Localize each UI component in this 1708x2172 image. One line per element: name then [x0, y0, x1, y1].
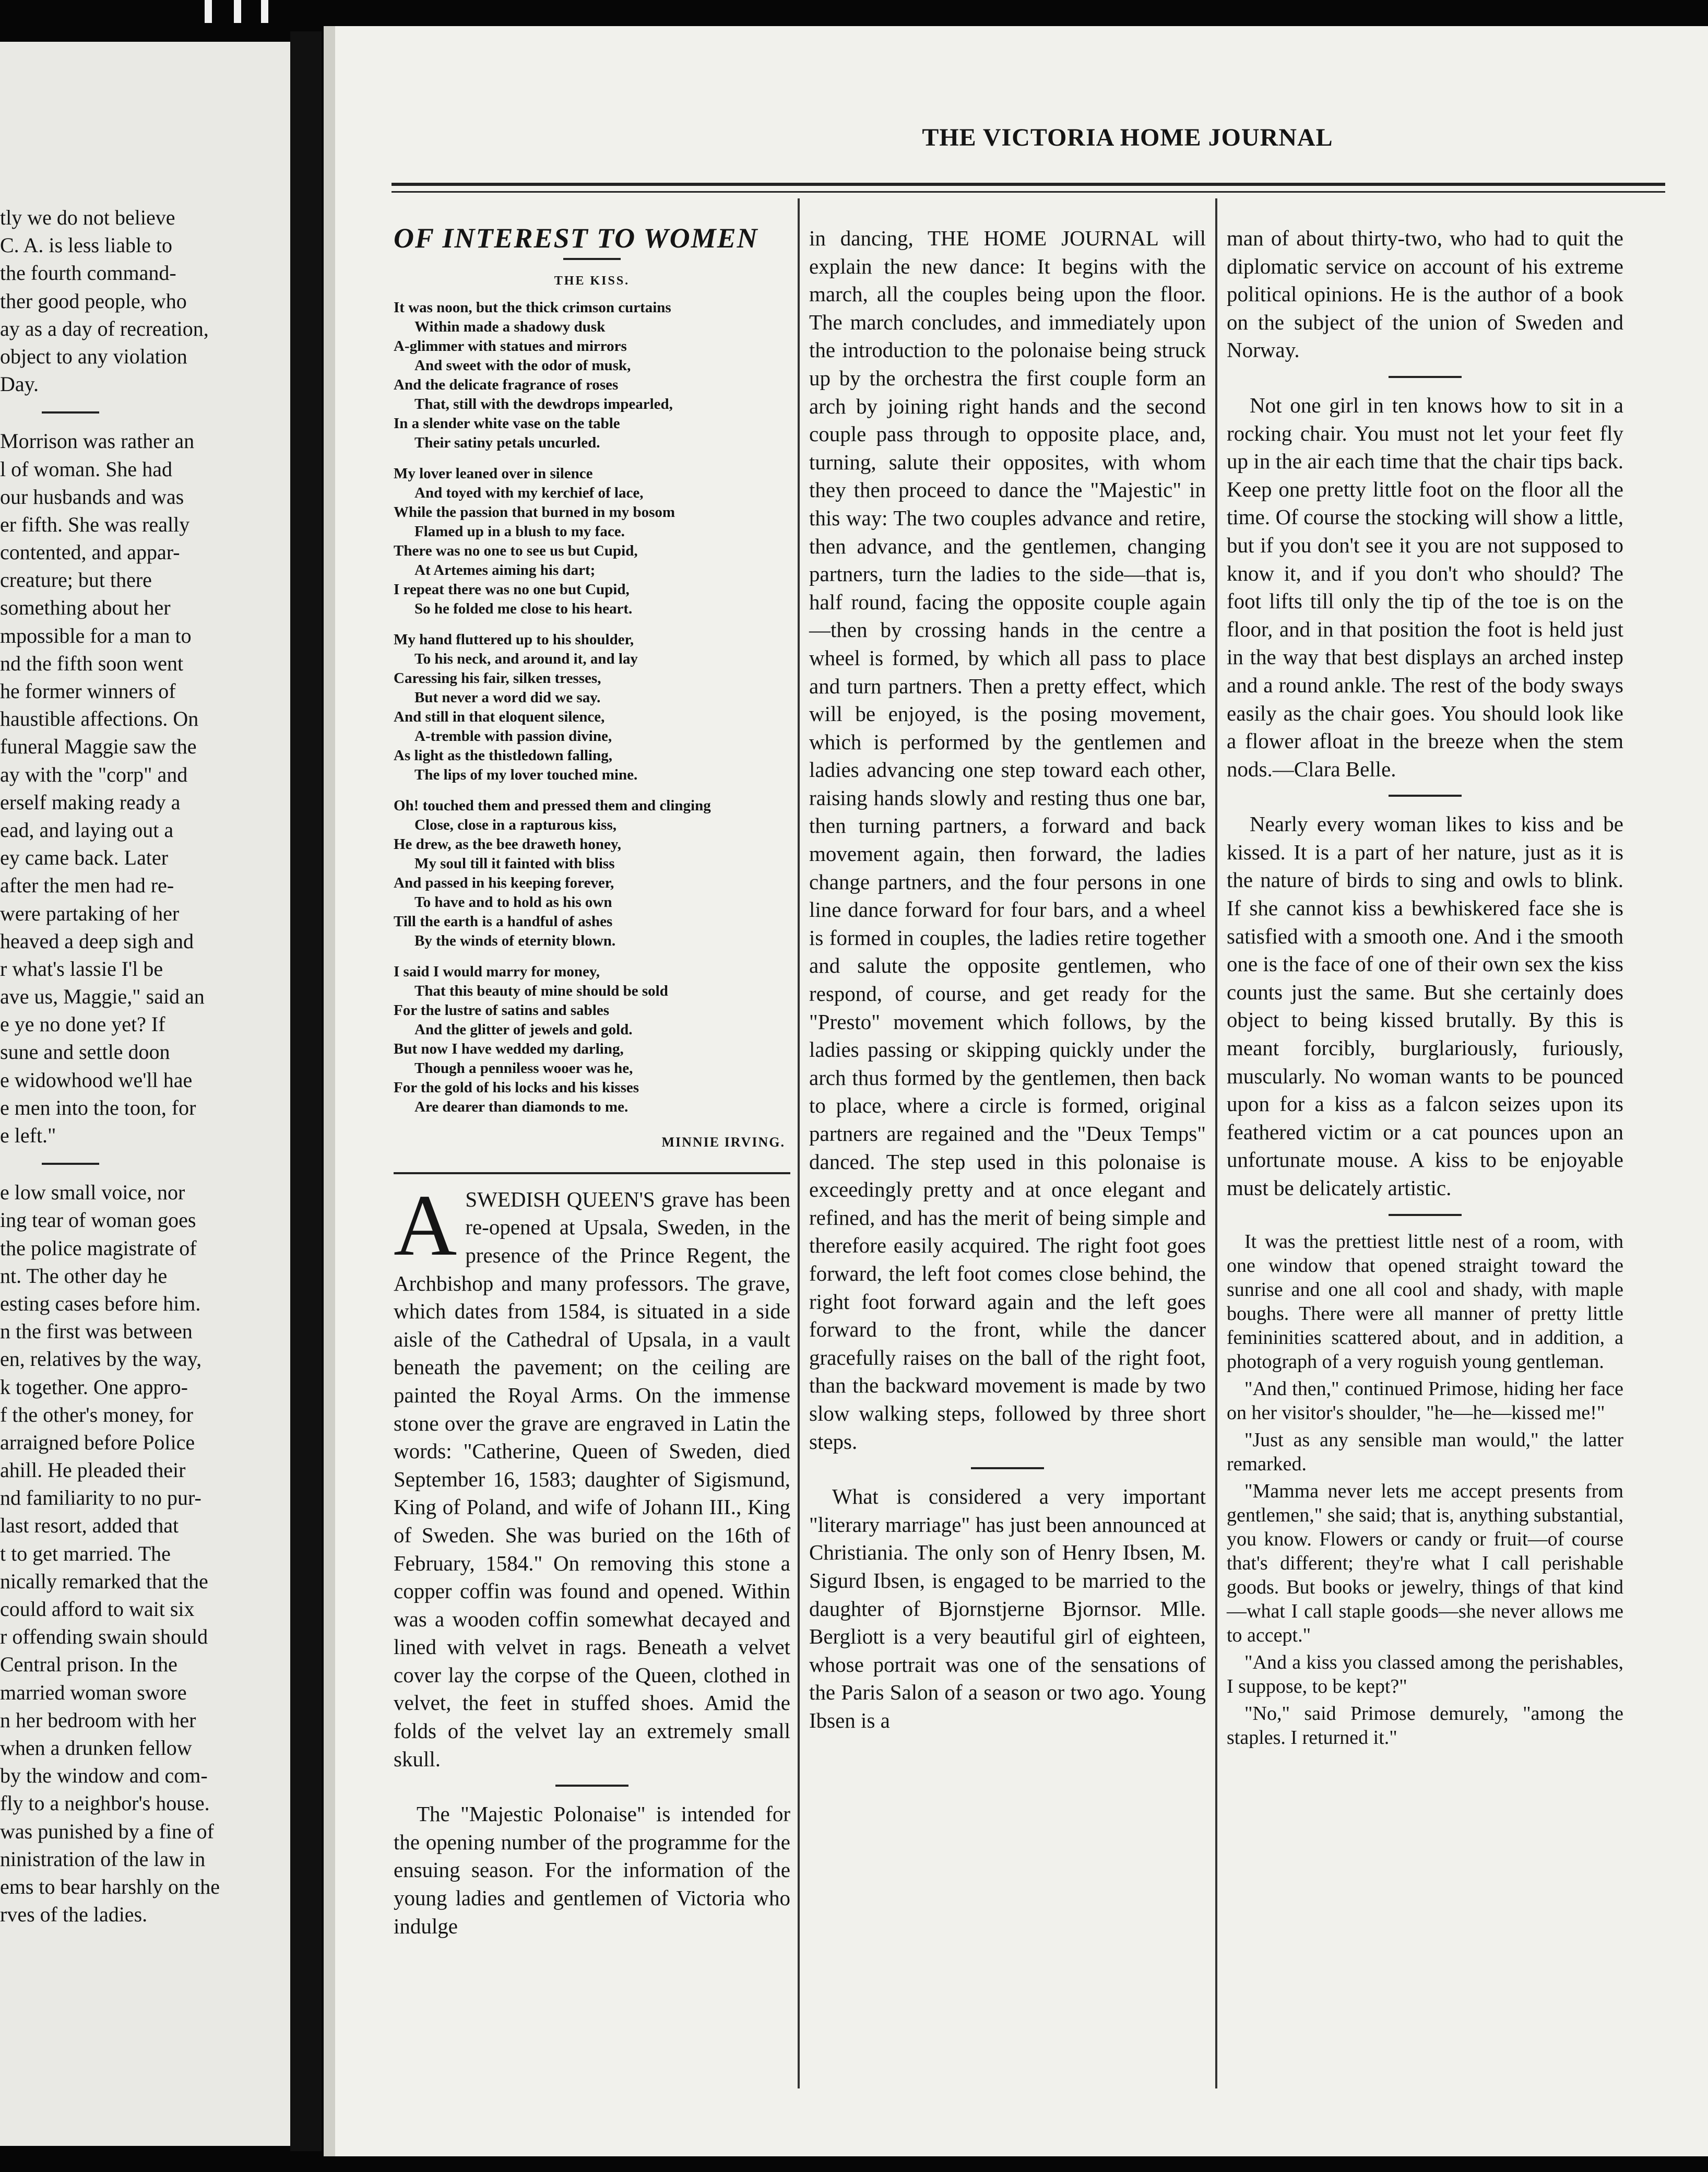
left-page-line: t to get married. The: [0, 1541, 171, 1565]
poem-line: I repeat there was no one but Cupid,: [394, 581, 630, 598]
nest-story-paragraph: "And a kiss you classed among the perishables, I suppose, to be kept?": [1227, 1651, 1623, 1697]
nest-story-paragraph: "No," said Primose demurely, "among the staples. I returned it.": [1227, 1702, 1623, 1749]
poem-line: For the gold of his locks and his kisses: [394, 1079, 639, 1096]
poem-line: To have and to hold as his own: [414, 894, 612, 911]
left-page-line: erself making ready a: [0, 790, 181, 814]
left-page-fragment: [0, 42, 290, 2146]
poem-line: By the winds of eternity blown.: [414, 932, 616, 950]
left-page-line: esting cases before him.: [0, 1291, 201, 1315]
left-page-line: ead, and laying out a: [0, 818, 174, 842]
poem-title: THE KISS.: [554, 274, 630, 288]
left-page-line: nt. The other day he: [0, 1264, 168, 1288]
poem-line: But never a word did we say.: [414, 689, 601, 706]
article-separator: [971, 1467, 1044, 1469]
poem-stanza: [394, 464, 790, 619]
left-page-line: C. A. is less liable to: [0, 233, 172, 257]
poem-line: Though a penniless wooer was he,: [414, 1060, 633, 1077]
left-page-line: ay as a day of recreation,: [0, 316, 209, 340]
column-1: [394, 222, 790, 1947]
poem-line: To his neck, and around it, and lay: [414, 651, 638, 668]
swedish-queen-text: SWEDISH QUEEN'S grave has been re-opened at Upsala, Sweden, in the presence of the Prince Regent, the Archbishop and many professors. The grave, which dates from 1584, is situated in a side aisle of the Cathedral of Upsala, in a vault beneath the pavement; on the ceiling are painted the Royal Arms. On the immense stone over the grave are engraved in Latin the words: "Catherine, Queen of Sweden, died September 16, 1583; daughter of Sigismund, King of Poland, and wife of Johann III., King of Sweden. She was buried on the 16th of February, 1584." On removing this stone a copper coffin was found and opened. Within was a wooden coffin somewhat decayed and lined with velvet in rags. Beneath a velvet cover lay the corpse of the Queen, clothed in velvet, the feet in stuffed shoes. Amid the folds of the velvet lay an extremely small skull.: [394, 1187, 790, 1771]
left-page-line: n the first was between: [0, 1319, 193, 1343]
left-page-line: nd the fifth soon went: [0, 651, 184, 675]
poem-line: So he folded me close to his heart.: [414, 600, 633, 618]
poem-line: A-glimmer with statues and mirrors: [394, 338, 627, 355]
ibsen-article: What is considered a very important "literary marriage" has just been announced at Christiania. The only son of Henry Ibsen, M. Sigurd Ibsen, is engaged to be married to the daughter of Bjornstjerne Bjornsor. Mlle. Bergliott is a very beautiful girl of eighteen, whose portrait was one of the sensations of the Paris Salon of a season or two ago. Young Ibsen is a: [809, 1484, 1206, 1732]
title-rule: [563, 258, 621, 260]
left-page-line: ave us, Maggie," said an: [0, 985, 205, 1009]
left-page-line: something about her: [0, 596, 171, 620]
poem-line: And passed in his keeping forever,: [394, 875, 614, 892]
left-page-line: sune and settle doon: [0, 1040, 170, 1064]
left-page-line: Central prison. In the: [0, 1652, 177, 1677]
ibsen-article-continued: man of about thirty-two, who had to quit the diplomatic service on account of his extreme political opinions. He is the author of a book on the subject of the union of Sweden and Norway.: [1227, 226, 1623, 362]
left-page-line: nd familiarity to no pur-: [0, 1486, 201, 1510]
poem-line: Oh! touched them and pressed them and clinging: [394, 797, 711, 814]
poem-line: For the lustre of satins and sables: [394, 1002, 610, 1019]
nest-story-paragraph: "Just as any sensible man would," the latter remarked.: [1227, 1429, 1623, 1475]
header-rule-thin: [392, 191, 1665, 193]
journal-page: [324, 26, 1708, 2156]
left-page-line: k together. One appro-: [0, 1375, 188, 1399]
poem-stanza: [394, 796, 790, 951]
left-page-line: were partaking of her: [0, 901, 180, 925]
left-page-line: married woman swore: [0, 1680, 187, 1704]
left-page-line: r offending swain should: [0, 1625, 208, 1649]
left-page-line: by the window and com-: [0, 1764, 208, 1788]
left-page-line: fly to a neighbor's house.: [0, 1791, 210, 1815]
left-page-line: ay with the "corp" and: [0, 762, 188, 786]
running-head: THE VICTORIA HOME JOURNAL: [922, 124, 1333, 151]
left-page-line: our husbands and was: [0, 485, 184, 509]
left-page-line: tly we do not believe: [0, 206, 175, 229]
left-page-line: object to any violation: [0, 344, 187, 368]
column-2: [809, 225, 1206, 1742]
book-gutter: [290, 31, 322, 2151]
section-title: OF INTEREST TO WOMEN: [394, 222, 758, 254]
left-page-line: e ye no done yet? If: [0, 1012, 165, 1036]
nest-story-paragraph: It was the prettiest little nest of a room, with one window that opened straight toward the sunrise and one all cool and shady, with maple boughs. There were all manner of pretty little femininities scattered about, and in addition, a photograph of a very roguish young gentleman.: [1227, 1230, 1623, 1373]
left-page-line: e men into the toon, for: [0, 1095, 196, 1119]
left-page-line: er fifth. She was really: [0, 512, 190, 536]
left-page-line: en, relatives by the way,: [0, 1347, 202, 1371]
poem-line: Their satiny petals uncurled.: [414, 434, 600, 452]
left-page-line: e left.": [0, 1124, 56, 1147]
left-page-line: n her bedroom with her: [0, 1708, 196, 1732]
poem-line: And sweet with the odor of musk,: [414, 357, 631, 374]
poem-line: Till the earth is a handful of ashes: [394, 913, 613, 930]
article-separator: [1389, 376, 1462, 378]
poem-line: As light as the thistledown falling,: [394, 747, 612, 764]
left-page-line: creature; but there: [0, 568, 152, 592]
scan-edge-marks: [0, 0, 313, 31]
left-page-line: contented, and appar-: [0, 540, 180, 564]
left-page-line: could afford to wait six: [0, 1597, 195, 1621]
rocking-chair-article: Not one girl in ten knows how to sit in a rocking chair. You must not let your feet fly up in the air each time that the chair tips back. Keep one pretty little foot on the floor all the time. Of course the stocking will show a little, but if you don't see it you are not supposed to know it, and if you don't who should? The foot lifts till only the tip of the toe is on the floor, and in that position the foot is held just in the way that best displays an arched instep and a round ankle. The rest of the body sways easily as the chair goes. You should look like a flower afloat in the breeze when the stem nods.—Clara Belle.: [1227, 393, 1623, 781]
left-page-line: ey came back. Later: [0, 846, 169, 870]
poem-line: That, still with the dewdrops impearled,: [414, 396, 673, 413]
left-page-line: ing tear of woman goes: [0, 1208, 196, 1232]
polonaise-article-continued: in dancing, THE HOME JOURNAL will explain the new dance: It begins with the march, all the couples being upon the floor. The march concludes, and immediately upon the introduction to the polonaise being struck up by the orchestra the first couple form an arch by joining right hands and the second couple pass through to opposite place, and, turning, salute their opposites, with whom they then proceed to dance the "Majestic" in this way: The two couples advance and retire, then advance, and the gentlemen, changing partners, turn the ladies to the side—that is, half round, facing the opposite couple again—then by crossing hands in the centre a wheel is formed, by which all pass to place and turn partners. Then a pretty effect, which will be enjoyed, is the posing movement, which is performed by the gentlemen and ladies advancing one step toward each other, raising hands slowly and resting thus one bar, then turning partners, a forward and back movement again, then forward, the ladies change partners, and the four persons in one line dance forward for four bars, and a wheel is formed in couples, the ladies retire together and salute the opposite gentlemen, who respond, of course, and get ready for the "Presto" movement which follows, by the ladies passing or skipping quickly under the arch thus formed by the gentlemen, then back to place, where a circle is formed, original partners are regained and the "Deux Temps" danced. The step used in this polonaise is exceedingly pretty and at once elegant and refined, and has the merit of being simple and therefore easily acquired. The right foot goes forward, the left foot comes close behind, the right foot forward again and the left goes forward to the front, while the dancer gracefully raises on the ball of the right foot, than the backward movement is made by two slow walking steps, followed by three short steps.: [809, 226, 1206, 1454]
left-page-line: when a drunken fellow: [0, 1736, 192, 1760]
left-page-line: haustible affections. On: [0, 707, 199, 731]
header-rule-thick: [392, 183, 1665, 186]
left-page-rule: [42, 411, 99, 414]
poem-line: My soul till it fainted with bliss: [414, 855, 615, 872]
left-page-line: r what's lassie I'l be: [0, 957, 163, 981]
poem-line: There was no one to see us but Cupid,: [394, 542, 638, 560]
poem-line: But now I have wedded my darling,: [394, 1041, 624, 1058]
poem-line: And toyed with my kerchief of lace,: [414, 485, 644, 502]
poem-line: And still in that eloquent silence,: [394, 709, 605, 726]
left-page-line: was punished by a fine of: [0, 1819, 214, 1843]
article-separator: [1389, 1214, 1462, 1216]
page-edge-shadow: [324, 26, 335, 2156]
left-page-column: [0, 204, 290, 1928]
poem-line: The lips of my lover touched mine.: [414, 766, 638, 784]
left-page-line: e low small voice, nor: [0, 1181, 185, 1205]
article-separator: [1389, 795, 1462, 797]
poem-author: MINNIE IRVING.: [661, 1135, 785, 1150]
drop-cap: A: [394, 1176, 457, 1274]
polonaise-article-start: The "Majestic Polonaise" is intended for the opening number of the programme for the ensuing season. For the information of the young ladies and gentlemen of Victoria who indulge: [394, 1802, 790, 1938]
poem-stanza: [394, 630, 790, 785]
left-page-line: the fourth command-: [0, 261, 176, 285]
poem-the-kiss: [394, 298, 790, 1117]
poem-line: My lover leaned over in silence: [394, 465, 593, 482]
poem-line: And the glitter of jewels and gold.: [414, 1021, 633, 1038]
left-page-line: ninistration of the law in: [0, 1847, 206, 1871]
left-page-rule: [42, 1163, 99, 1165]
column-3: [1227, 225, 1623, 1753]
column-rule-2: [1215, 198, 1217, 2088]
left-page-line: after the men had re-: [0, 873, 174, 898]
poem-line: In a slender white vase on the table: [394, 415, 620, 432]
left-page-line: rves of the ladies.: [0, 1903, 148, 1927]
nest-story-paragraph: "Mamma never lets me accept presents from gentlemen," she said; that is, anything substantial, you know. Flowers or candy or fruit—of course that's different; they're what I call perishable goods. But books or jewelry, things of that kind—what I call staple goods—she never allows me to accept.": [1227, 1480, 1623, 1646]
left-page-line: Day.: [0, 372, 39, 396]
nest-story-paragraph: "And then," continued Primose, hiding her face on her visitor's shoulder, "he—he—kissed me!": [1227, 1377, 1623, 1424]
poem-line: A-tremble with passion divine,: [414, 728, 612, 745]
poem-line: It was noon, but the thick crimson curtains: [394, 299, 671, 316]
poem-line: And the delicate fragrance of roses: [394, 376, 619, 394]
left-page-line: last resort, added that: [0, 1514, 179, 1538]
left-page-line: he former winners of: [0, 679, 176, 703]
left-page-line: f the other's money, for: [0, 1402, 194, 1426]
left-page-line: funeral Maggie saw the: [0, 735, 197, 759]
left-page-line: the police magistrate of: [0, 1236, 197, 1260]
left-page-line: Morrison was rather an: [0, 429, 195, 453]
poem-line: He drew, as the bee draweth honey,: [394, 836, 622, 853]
left-page-line: nically remarked that the: [0, 1569, 208, 1593]
poem-line: Within made a shadowy dusk: [414, 318, 606, 336]
poem-stanza: [394, 298, 790, 453]
left-page-line: heaved a deep sigh and: [0, 929, 194, 953]
poem-line: Are dearer than diamonds to me.: [414, 1099, 628, 1116]
swedish-queen-article: [394, 1176, 790, 1773]
column-rule-1: [798, 198, 800, 2088]
kiss-article: Nearly every woman likes to kiss and be kissed. It is a part of her nature, just as it is the nature of birds to sing and owls to blink. If she cannot kiss a bewhiskered face she is satisfied with a smooth one. And i the smooth one is the face of one of their own sex the kiss counts just the same. But she certainly does object to being kissed brutally. By this is meant forcibly, burglariously, furiously, muscularly. No woman wants to be pounced upon for a kiss as a falcon seizes upon its feathered victim or a cat pounces upon an unfortunate mouse. A kiss to be enjoyable must be delicately artistic.: [1227, 812, 1623, 1200]
poem-line: Caressing his fair, silken tresses,: [394, 670, 601, 687]
poem-line: While the passion that burned in my bosom: [394, 504, 675, 521]
poem-line: Flamed up in a blush to my face.: [414, 523, 625, 540]
left-page-line: l of woman. She had: [0, 457, 172, 481]
poem-line: My hand fluttered up to his shoulder,: [394, 631, 634, 648]
poem-line: That this beauty of mine should be sold: [414, 983, 668, 1000]
left-page-line: e widowhood we'll hae: [0, 1068, 193, 1092]
article-rule: [394, 1172, 790, 1174]
poem-stanza: [394, 962, 790, 1117]
left-page-line: ems to bear harshly on the: [0, 1874, 220, 1898]
left-page-line: mpossible for a man to: [0, 623, 192, 647]
left-page-line: arraigned before Police: [0, 1430, 195, 1454]
poem-line: I said I would marry for money,: [394, 963, 600, 981]
poem-line: Close, close in a rapturous kiss,: [414, 817, 616, 834]
left-page-line: ther good people, who: [0, 289, 187, 313]
article-separator: [555, 1785, 628, 1787]
left-page-line: ahill. He pleaded their: [0, 1458, 186, 1482]
poem-line: At Artemes aiming his dart;: [414, 562, 596, 579]
nest-story: [1227, 1230, 1623, 1750]
